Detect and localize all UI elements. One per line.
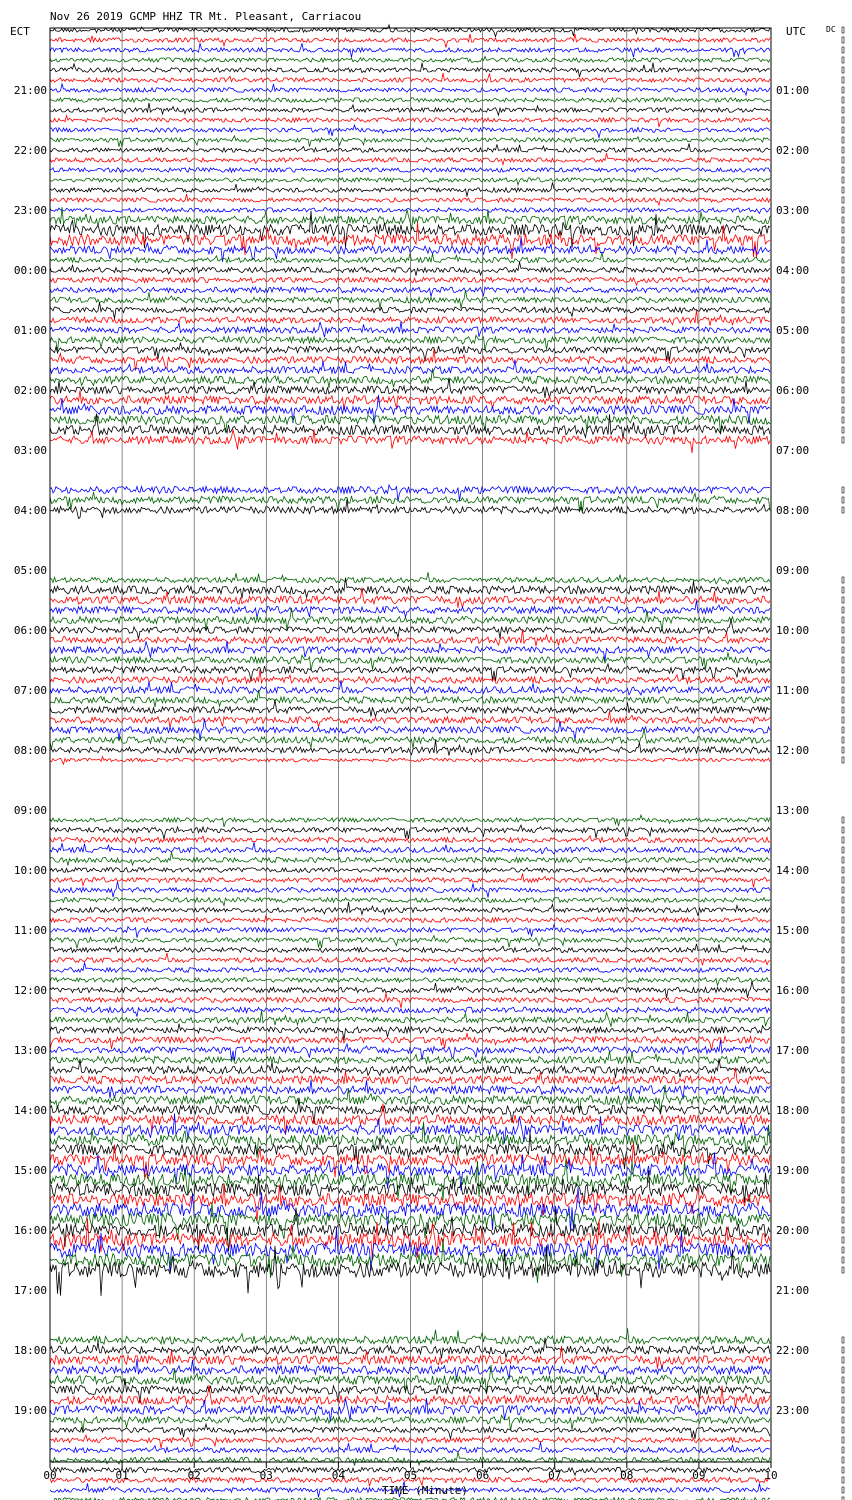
right-hour-label: 05:00: [776, 324, 810, 337]
dc-marker: [842, 927, 844, 933]
chart-title: Nov 26 2019 GCMP HHZ TR Mt. Pleasant, Carriacou: [50, 10, 362, 23]
left-hour-label: 07:00: [13, 684, 47, 697]
dc-marker: [842, 507, 844, 513]
dc-marker: [842, 737, 844, 743]
dc-marker: [842, 597, 844, 603]
x-tick-label: 03: [259, 1469, 273, 1482]
right-hour-label: 01:00: [776, 84, 810, 97]
dc-marker: [842, 1187, 844, 1193]
trace-line: [50, 1442, 770, 1452]
left-hour-label: 19:00: [13, 1404, 47, 1417]
dc-marker: [842, 637, 844, 643]
right-hour-label: 02:00: [776, 144, 810, 157]
dc-marker: [842, 1037, 844, 1043]
trace-line: [50, 262, 770, 276]
trace-line: [50, 711, 770, 727]
trace-line: [50, 322, 770, 338]
left-hour-label: 16:00: [13, 1224, 47, 1237]
dc-marker: [842, 857, 844, 863]
trace-line: [50, 874, 770, 888]
trace-line: [50, 1328, 770, 1344]
dc-marker: [842, 707, 844, 713]
dc-marker: [842, 947, 844, 953]
trace-line: [50, 73, 770, 83]
trace-line: [50, 729, 770, 749]
dc-marker: [842, 57, 844, 63]
dc-marker: [842, 907, 844, 913]
dc-marker-column: [842, 27, 844, 1500]
right-hour-label: 14:00: [776, 864, 810, 877]
right-hour-label: 13:00: [776, 804, 810, 817]
dc-marker: [842, 687, 844, 693]
dc-marker: [842, 617, 844, 623]
dc-marker: [842, 1447, 844, 1453]
dc-marker: [842, 497, 844, 503]
dc-label: DC: [826, 25, 836, 34]
dc-marker: [842, 67, 844, 73]
trace-line: [50, 815, 770, 827]
trace-line: [50, 898, 770, 906]
trace-line: [50, 1170, 770, 1205]
trace-line: [50, 936, 770, 949]
left-hour-label: 11:00: [13, 924, 47, 937]
dc-marker: [842, 1127, 844, 1133]
dc-marker: [842, 1177, 844, 1183]
dc-marker: [842, 317, 844, 323]
dc-marker: [842, 1097, 844, 1103]
dc-marker: [842, 1077, 844, 1083]
trace-line: [50, 757, 770, 765]
dc-marker: [842, 1047, 844, 1053]
trace-line: [50, 1359, 770, 1380]
ect-axis-label: ECT: [10, 25, 30, 38]
dc-marker: [842, 117, 844, 123]
traces-layer: [50, 25, 770, 1500]
dc-marker: [842, 407, 844, 413]
right-hour-label: 20:00: [776, 1224, 810, 1237]
dc-marker: [842, 1407, 844, 1413]
trace-line: [50, 183, 770, 197]
dc-marker: [842, 1207, 844, 1213]
trace-line: [50, 882, 770, 898]
dc-marker: [842, 107, 844, 113]
trace-line: [50, 572, 770, 584]
trace-line: [50, 194, 770, 205]
dc-marker: [842, 387, 844, 393]
dc-marker: [842, 37, 844, 43]
dc-marker: [842, 1137, 844, 1143]
dc-marker: [842, 717, 844, 723]
dc-marker: [842, 257, 844, 263]
trace-line: [50, 1007, 770, 1016]
dc-marker: [842, 1167, 844, 1173]
dc-marker: [842, 997, 844, 1003]
dc-marker: [842, 397, 844, 403]
left-hour-label: 08:00: [13, 744, 47, 757]
dc-marker: [842, 337, 844, 343]
left-hour-label: 06:00: [13, 624, 47, 637]
dc-marker: [842, 1357, 844, 1363]
dc-marker: [842, 1487, 844, 1493]
left-hour-label: 02:00: [13, 384, 47, 397]
x-tick-label: 00: [43, 1469, 57, 1482]
dc-marker: [842, 887, 844, 893]
trace-line: [50, 653, 770, 671]
trace-line: [50, 1378, 770, 1403]
left-hour-label: 03:00: [13, 444, 47, 457]
trace-line: [50, 852, 770, 866]
left-hour-label: 22:00: [13, 144, 47, 157]
x-tick-label: 02: [187, 1469, 201, 1482]
left-hour-label: 18:00: [13, 1344, 47, 1357]
right-hour-label: 10:00: [776, 624, 810, 637]
trace-line: [50, 925, 770, 938]
left-hour-label: 23:00: [13, 204, 47, 217]
trace-line: [50, 168, 770, 172]
trace-line: [50, 153, 770, 165]
dc-marker: [842, 217, 844, 223]
trace-line: [50, 1132, 770, 1169]
right-hour-label: 21:00: [776, 1284, 810, 1297]
dc-marker: [842, 727, 844, 733]
trace-line: [50, 136, 770, 147]
dc-marker: [842, 307, 844, 313]
dc-marker: [842, 677, 844, 683]
trace-line: [50, 915, 770, 922]
dc-marker: [842, 587, 844, 593]
dc-marker: [842, 757, 844, 763]
trace-line: [50, 842, 770, 854]
x-tick-label: 06: [475, 1469, 490, 1482]
dc-marker: [842, 697, 844, 703]
dc-marker: [842, 847, 844, 853]
trace-line: [50, 953, 770, 965]
dc-marker: [842, 1337, 844, 1343]
x-tick-label: 07: [548, 1469, 562, 1482]
dc-marker: [842, 197, 844, 203]
dc-marker: [842, 187, 844, 193]
dc-marker: [842, 1107, 844, 1113]
dc-marker: [842, 967, 844, 973]
dc-marker: [842, 87, 844, 93]
trace-line: [50, 98, 770, 102]
left-hour-label: 15:00: [13, 1164, 47, 1177]
dc-marker: [842, 247, 844, 253]
right-hour-label: 22:00: [776, 1344, 810, 1357]
dc-marker: [842, 127, 844, 133]
trace-line: [50, 492, 770, 512]
left-hour-label: 12:00: [13, 984, 47, 997]
x-axis-label: TIME (Minute): [381, 1484, 469, 1497]
right-hour-label: 07:00: [776, 444, 810, 457]
trace-line: [50, 43, 770, 57]
trace-line: [50, 63, 770, 77]
trace-line: [50, 360, 770, 374]
dc-marker: [842, 1017, 844, 1023]
dc-marker: [842, 137, 844, 143]
dc-marker: [842, 937, 844, 943]
trace-line: [50, 680, 770, 695]
dc-marker: [842, 1227, 844, 1233]
dc-marker: [842, 977, 844, 983]
dc-marker: [842, 367, 844, 373]
trace-line: [50, 868, 770, 873]
trace-line: [50, 1338, 770, 1359]
trace-line: [50, 84, 770, 95]
dc-marker: [842, 1467, 844, 1473]
dc-marker: [842, 1197, 844, 1203]
trace-line: [50, 277, 770, 285]
trace-line: [50, 981, 770, 998]
dc-marker: [842, 157, 844, 163]
x-tick-label: 04: [331, 1469, 346, 1482]
right-hour-label: 23:00: [776, 1404, 810, 1417]
right-hour-label: 16:00: [776, 984, 810, 997]
dc-marker: [842, 417, 844, 423]
dc-marker: [842, 267, 844, 273]
dc-marker: [842, 1067, 844, 1073]
right-hour-label: 06:00: [776, 384, 810, 397]
dc-marker: [842, 1027, 844, 1033]
right-hour-label: 19:00: [776, 1164, 810, 1177]
dc-marker: [842, 167, 844, 173]
dc-marker: [842, 207, 844, 213]
left-hour-label: 00:00: [13, 264, 47, 277]
dc-marker: [842, 1387, 844, 1393]
dc-marker: [842, 827, 844, 833]
dc-marker: [842, 27, 844, 33]
x-tick-label: 09: [692, 1469, 706, 1482]
right-hour-label: 09:00: [776, 564, 810, 577]
dc-marker: [842, 1397, 844, 1403]
left-hour-label: 13:00: [13, 1044, 47, 1057]
right-hour-label: 11:00: [776, 684, 810, 697]
dc-marker: [842, 1427, 844, 1433]
trace-line: [50, 1435, 770, 1448]
right-hour-label: 08:00: [776, 504, 810, 517]
dc-marker: [842, 1237, 844, 1243]
dc-marker: [842, 1347, 844, 1353]
trace-line: [50, 944, 770, 953]
dc-marker: [842, 377, 844, 383]
trace-line: [50, 116, 770, 128]
trace-line: [50, 25, 770, 37]
trace-line: [50, 34, 770, 48]
dc-marker: [842, 327, 844, 333]
trace-line: [50, 499, 770, 519]
x-tick-label: 08: [620, 1469, 634, 1482]
right-hour-labels: [776, 84, 809, 1417]
dc-marker: [842, 227, 844, 233]
dc-marker: [842, 877, 844, 883]
trace-line: [50, 302, 770, 318]
right-hour-label: 04:00: [776, 264, 810, 277]
dc-marker: [842, 237, 844, 243]
dc-marker: [842, 357, 844, 363]
left-hour-label: 14:00: [13, 1104, 47, 1117]
trace-line: [50, 963, 770, 973]
dc-marker: [842, 1437, 844, 1443]
dc-marker: [842, 1457, 844, 1463]
dc-marker: [842, 917, 844, 923]
trace-line: [50, 1245, 770, 1296]
right-hour-label: 12:00: [776, 744, 810, 757]
trace-line: [50, 290, 770, 308]
dc-marker: [842, 647, 844, 653]
trace-line: [50, 902, 770, 916]
left-hour-labels: [14, 84, 47, 1417]
x-tick-label: 10: [764, 1469, 778, 1482]
trace-line: [50, 252, 770, 262]
trace-line: [50, 619, 770, 639]
trace-line: [50, 993, 770, 1008]
dc-marker: [842, 347, 844, 353]
trace-line: [50, 700, 770, 717]
dc-marker: [842, 577, 844, 583]
left-hour-label: 09:00: [13, 804, 47, 817]
dc-marker: [842, 957, 844, 963]
dc-marker: [842, 297, 844, 303]
right-hour-label: 18:00: [776, 1104, 810, 1117]
dc-marker: [842, 437, 844, 443]
dc-marker: [842, 1157, 844, 1163]
dc-marker: [842, 987, 844, 993]
dc-marker: [842, 1247, 844, 1253]
dc-marker: [842, 487, 844, 493]
trace-line: [50, 1051, 770, 1064]
dc-marker: [842, 747, 844, 753]
dc-marker: [842, 287, 844, 293]
dc-marker: [842, 1377, 844, 1383]
dc-marker: [842, 667, 844, 673]
trace-line: [50, 208, 770, 214]
dc-marker: [842, 1367, 844, 1373]
trace-line: [50, 1218, 770, 1260]
left-hour-label: 17:00: [13, 1284, 47, 1297]
dc-marker: [842, 1257, 844, 1263]
trace-line: [50, 144, 770, 153]
trace-line: [50, 1424, 770, 1439]
dc-marker: [842, 1477, 844, 1483]
right-hour-label: 03:00: [776, 204, 810, 217]
dc-marker: [842, 1417, 844, 1423]
trace-line: [50, 287, 770, 296]
trace-line: [50, 103, 770, 115]
dc-marker: [842, 427, 844, 433]
dc-marker: [842, 147, 844, 153]
trace-line: [50, 57, 770, 63]
left-hour-label: 01:00: [13, 324, 47, 337]
trace-line: [50, 125, 770, 138]
dc-marker: [842, 837, 844, 843]
utc-axis-label: UTC: [786, 25, 806, 38]
dc-marker: [842, 867, 844, 873]
trace-line: [50, 178, 770, 185]
dc-marker: [842, 1217, 844, 1223]
dc-marker: [842, 1267, 844, 1273]
x-tick-label: 05: [403, 1469, 418, 1482]
dc-marker: [842, 1087, 844, 1093]
dc-marker: [842, 1057, 844, 1063]
dc-marker: [842, 627, 844, 633]
trace-line: [50, 601, 770, 619]
dc-marker: [842, 77, 844, 83]
trace-line: [50, 670, 770, 685]
dc-marker: [842, 277, 844, 283]
left-hour-label: 05:00: [13, 564, 47, 577]
trace-line: [50, 836, 770, 843]
dc-marker: [842, 607, 844, 613]
trace-line: [50, 1011, 770, 1027]
left-hour-label: 04:00: [13, 504, 47, 517]
left-hour-label: 21:00: [13, 84, 47, 97]
trace-line: [50, 978, 770, 986]
dc-marker: [842, 47, 844, 53]
dc-marker: [842, 1147, 844, 1153]
dc-marker: [842, 897, 844, 903]
dc-marker: [842, 1007, 844, 1013]
dc-marker: [842, 177, 844, 183]
x-tick-label: 01: [115, 1469, 129, 1482]
dc-marker: [842, 657, 844, 663]
dc-marker: [842, 817, 844, 823]
right-hour-label: 17:00: [776, 1044, 810, 1057]
dc-marker: [842, 1117, 844, 1123]
dc-marker: [842, 97, 844, 103]
right-hour-label: 15:00: [776, 924, 810, 937]
left-hour-label: 10:00: [13, 864, 47, 877]
